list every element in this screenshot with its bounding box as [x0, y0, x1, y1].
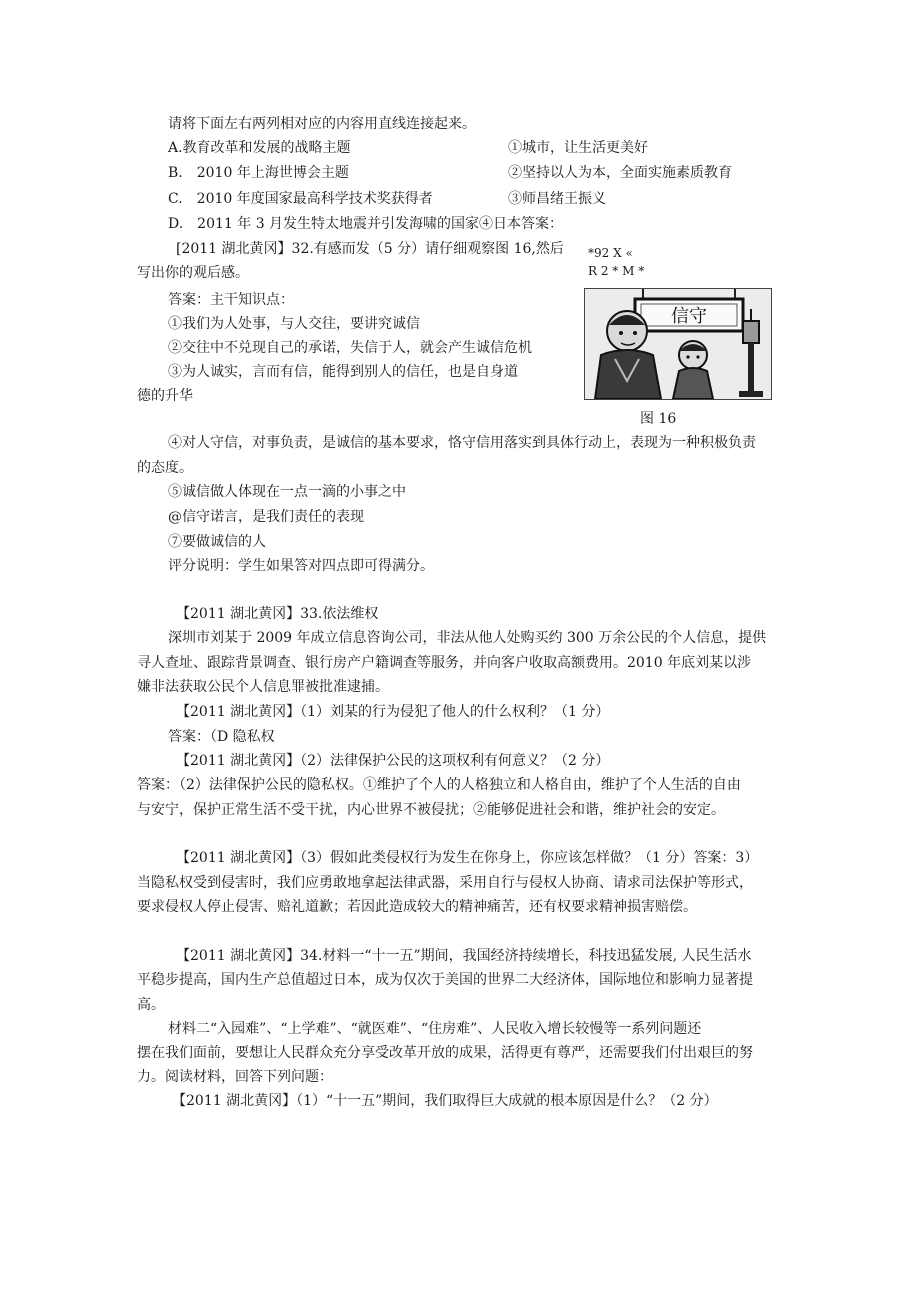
q32-point-4-line2: 的态度。 — [137, 460, 193, 476]
q32-answer-head: 答案：主干知识点： — [168, 292, 294, 308]
q33-para-1: 深圳市刘某于 2009 年成立信息咨询公司，非法从他人处购买约 300 万余公民的个人信息，提供 — [168, 630, 767, 646]
left-item-a: A.教育改革和发展的战略主题 — [168, 140, 351, 156]
q33-sub3-line2: 当隐私权受到侵害时，我们应勇敢地拿起法律武器，采用自行与侵权人协商、请求司法保护等形式， — [137, 875, 753, 891]
q32-point-6: @信守诺言，是我们责任的表现 — [168, 509, 364, 525]
q33-sub2-answer-1: 答案：（2）法律保护公民的隐私权。①维护了个人的人格独立和人格自由，维护了个人生活的自由 — [137, 777, 741, 793]
q32-line1: [2011 湖北黄冈】32.有感而发（5 分）请仔细观察图 16,然后 — [176, 241, 564, 257]
q34-material1-line3: 高。 — [137, 997, 165, 1013]
figure-corner-text-1: *92 X « — [588, 246, 633, 260]
left-item-b: B. 2010 年上海世博会主题 — [168, 165, 349, 181]
q33-sub1-answer: 答案：（D 隐私权 — [168, 729, 275, 745]
q33-sub1-question: 【2011 湖北黄冈】（1）刘某的行为侵犯了他人的什么权利？（1 分） — [176, 704, 610, 720]
q34-material2-line1: 材料二“入园难”、“上学难”、“就医难”、“住房难”、人民收入增长较慢等一系列问题还 — [168, 1021, 702, 1037]
q32-point-7: ⑦要做诚信的人 — [168, 534, 266, 550]
right-item-3: ③师昌绪王振义 — [508, 191, 606, 207]
q33-para-3: 嫌非法获取公民个人信息罪被批准逮捕。 — [137, 679, 389, 695]
q34-material1-line2: 平稳步提高，国内生产总值超过日本，成为仅次于美国的世界二大经济体，国际地位和影响力显著提 — [137, 972, 753, 988]
left-item-c: C. 2010 年度国家最高科学技术奖获得者 — [168, 191, 433, 207]
q32-point-3-cont: 德的升华 — [137, 388, 193, 404]
q33-title: 【2011 湖北黄冈】33.依法维权 — [176, 606, 379, 622]
q32-point-4-line1: ④对人守信，对事负责，是诚信的基本要求，恪守信用落实到具体行动上，表现为一种积极负责 — [168, 435, 756, 451]
q32-scoring: 评分说明：学生如果答对四点即可得满分。 — [168, 558, 434, 574]
q34-sub1-question: 【2011 湖北黄冈】（1）“十一五”期间，我们取得巨大成就的根本原因是什么？（2 分） — [172, 1093, 718, 1109]
right-item-1: ①城市，让生活更美好 — [508, 140, 648, 156]
q32-line2: 写出你的观后感。 — [137, 265, 249, 281]
figure-16-cartoon — [584, 288, 772, 400]
q33-para-2: 寻人查址、跟踪背景调查、银行房产户籍调查等服务，并向客户收取高额费用。2010 年底刘某以涉 — [137, 655, 752, 671]
q32-point-1: ①我们为人处事，与人交往，要讲究诚信 — [168, 316, 420, 332]
q33-sub3-line3: 要求侵权人停止侵害、赔礼道歉；若因此造成较大的精神痛苦，还有权要求精神损害赔偿。 — [137, 899, 697, 915]
figure-corner-text-2: R 2 * M * — [588, 264, 645, 278]
sign-text: 信守 — [671, 306, 707, 327]
q33-sub3-line1: 【2011 湖北黄冈】（3）假如此类侵权行为发生在你身上，你应该怎样做？（1 分）答案：3） — [176, 850, 759, 866]
figure-caption: 图 16 — [640, 411, 677, 427]
q33-sub2-answer-2: 与安宁，保护正常生活不受干扰，内心世界不被侵扰；②能够促进社会和谐，维护社会的安定。 — [137, 802, 725, 818]
q32-point-3: ③为人诚实，言而有信，能得到别人的信任，也是自身道 — [168, 364, 518, 380]
q33-sub2-question: 【2011 湖北黄冈】（2）法律保护公民的这项权利有何意义？（2 分） — [176, 753, 610, 769]
q34-material2-line3: 力。阅读材料，回答下列问题： — [137, 1069, 333, 1085]
q32-point-5: ⑤诚信做人体现在一点一滴的小事之中 — [168, 484, 406, 500]
cartoon-illustration — [585, 289, 771, 399]
right-item-2: ②坚持以人为本，全面实施素质教育 — [508, 165, 732, 181]
intro-text: 请将下面左右两列相对应的内容用直线连接起来。 — [168, 116, 476, 132]
q34-material2-line2: 摆在我们面前，要想让人民群众充分享受改革开放的成果，活得更有尊严，还需要我们付出艰巨的努 — [137, 1045, 753, 1061]
q32-point-2: ②交往中不兑现自己的承诺，失信于人，就会产生诚信危机 — [168, 340, 532, 356]
left-item-d: D. 2011 年 3 月发生特太地震并引发海啸的国家④日本答案： — [168, 216, 564, 232]
q34-material1-line1: 【2011 湖北黄冈】34.材料一“十一五”期间，我国经济持续增长，科技迅猛发展, 人民生活水 — [176, 948, 752, 964]
